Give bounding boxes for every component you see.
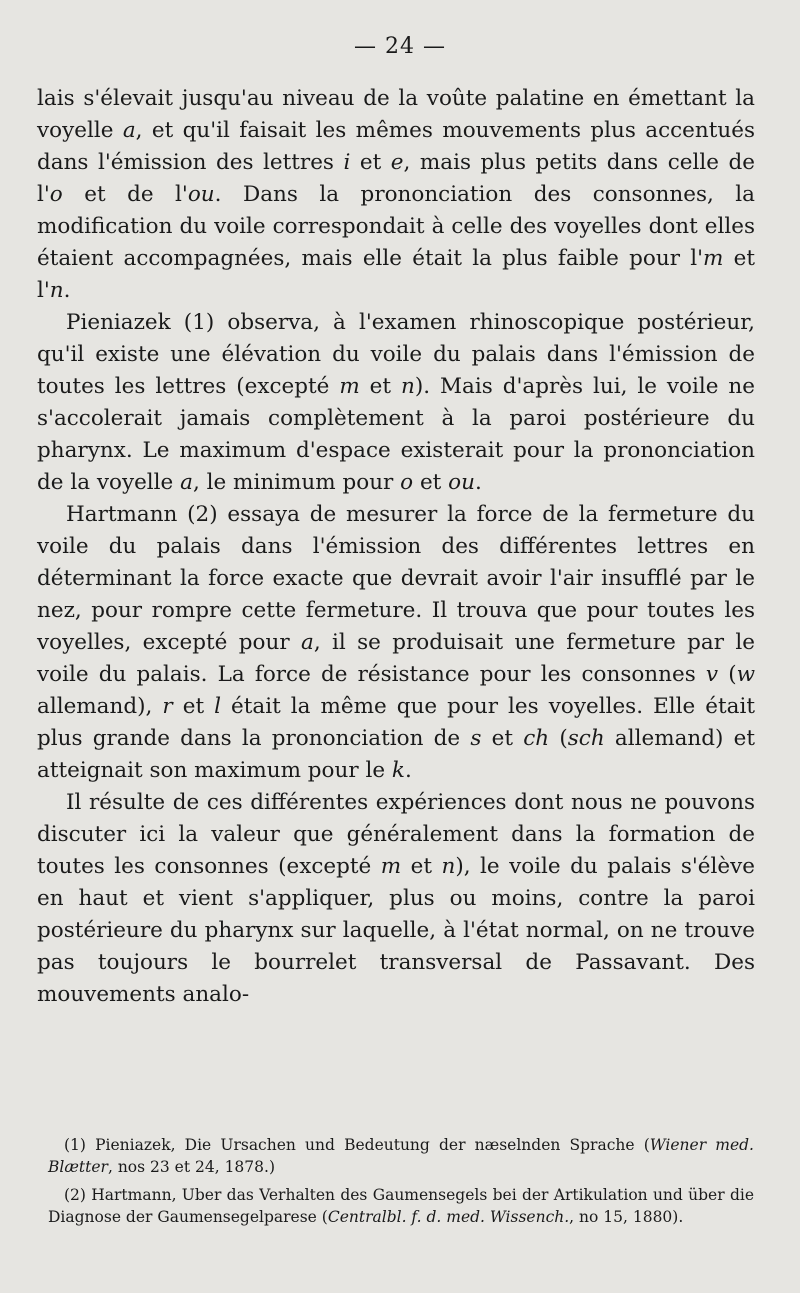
paragraph-text: , il se produisait une fermeture par le voile du palais. La force de résistance pour les consonnes bbox=[37, 630, 755, 687]
paragraph-text: Il résulte de ces différentes expériences dont nous ne pouvons discuter ici la valeur que généralement dans la formation de toutes les consonnes (excepté bbox=[37, 790, 755, 879]
paragraph-italic: l bbox=[214, 694, 222, 719]
paragraph-text: et bbox=[350, 150, 391, 175]
paragraph bbox=[37, 499, 755, 787]
paragraph-italic: e bbox=[390, 150, 404, 175]
paragraph-text: et bbox=[359, 374, 401, 399]
paragraph-text: . bbox=[474, 470, 482, 495]
paragraph-italic: m bbox=[380, 854, 402, 879]
paragraph-italic: a bbox=[180, 470, 193, 495]
paragraph-italic: i bbox=[343, 150, 351, 175]
footnote-text: (1) Pieniazek, Die Ursachen und Bedeutung der næselnden Sprache ( bbox=[64, 1136, 650, 1154]
paragraph-text: . bbox=[63, 278, 71, 303]
paragraph-italic: s bbox=[470, 726, 482, 751]
footnote-italic: Wiener med. Blætter bbox=[48, 1136, 754, 1176]
paragraph-italic: r bbox=[162, 694, 173, 719]
paragraph-italic: a bbox=[300, 630, 314, 655]
paragraph-text: et bbox=[413, 470, 449, 495]
body-text bbox=[37, 83, 755, 1011]
paragraph-text: et de l' bbox=[62, 182, 188, 207]
footnote-text: , no 15, 1880). bbox=[569, 1208, 684, 1226]
paragraph-text: , et qu'il faisait les mêmes mouvements plus accentués dans l'émission des lettres bbox=[37, 118, 755, 175]
paragraph-italic: k bbox=[391, 758, 405, 783]
paragraph-italic: sch bbox=[567, 726, 605, 751]
paragraph-italic: a bbox=[122, 118, 136, 143]
footnote-italic: Centralbl. f. d. med. Wissench. bbox=[327, 1208, 570, 1226]
paragraph-text: , le minimum pour bbox=[192, 470, 401, 495]
paragraph-italic: m bbox=[339, 374, 360, 399]
paragraph-text: , mais plus petits dans celle de l' bbox=[37, 150, 755, 207]
paragraph bbox=[37, 83, 755, 307]
paragraph-text: et bbox=[401, 854, 442, 879]
paragraph bbox=[37, 787, 755, 1011]
paragraph-text: ( bbox=[549, 726, 568, 751]
footnote bbox=[48, 1184, 754, 1228]
paragraph-italic: v bbox=[705, 662, 719, 687]
paragraph-text: allemand), bbox=[37, 694, 163, 719]
paragraph-italic: ou bbox=[448, 470, 475, 495]
paragraph-italic: o bbox=[49, 182, 63, 207]
paragraph-text: et bbox=[172, 694, 215, 719]
page-number: — 24 — bbox=[354, 34, 446, 59]
paragraph-italic: o bbox=[400, 470, 414, 495]
footnote-text: , nos 23 et 24, 1878.) bbox=[107, 1158, 275, 1176]
paragraph-italic: m bbox=[703, 246, 724, 271]
paragraph-text: . bbox=[404, 758, 412, 783]
paragraph-text: ( bbox=[718, 662, 737, 687]
footnotes bbox=[48, 1134, 754, 1228]
paragraph-italic: n bbox=[441, 854, 456, 879]
paragraph-text: . Dans la prononciation des consonnes, la modification du voile correspondait à celle des voyelles dont elles étaient accompagnées, mais elle était la plus faible pour l' bbox=[37, 182, 755, 271]
paragraph-italic: ch bbox=[523, 726, 550, 751]
paragraph-text: ). Mais d'après lui, le voile ne s'accolerait jamais complètement à la paroi postérieure du pharynx. Le maximum d'espace existerait pour la prononciation de la voyelle bbox=[37, 374, 755, 495]
paragraph-italic: ou bbox=[187, 182, 215, 207]
paragraph-italic: n bbox=[49, 278, 64, 303]
paragraph bbox=[37, 307, 755, 499]
footnote-text: (2) Hartmann, Uber das Verhalten des Gaumensegels bei der Artikulation und über die Diagnose der Gaumensegelparese ( bbox=[48, 1186, 754, 1226]
paragraph-text: Pieniazek (1) observa, à l'examen rhinoscopique postérieur, qu'il existe une élévation du voile du palais dans l'émission de toutes les lettres (excepté bbox=[37, 310, 755, 399]
paragraph-text: et l' bbox=[37, 246, 756, 303]
paragraph-text: ), le voile du palais s'élève en haut et vient s'appliquer, plus ou moins, contre la paroi postérieure du pharynx sur laquelle, à l'état normal, on ne trouve pas toujours le bourrelet transversal de Passavant. Des mouvements analo- bbox=[37, 854, 755, 1007]
paragraph-italic: w bbox=[736, 662, 755, 687]
paragraph-text: était la même que pour les voyelles. Elle était plus grande dans la prononciation de bbox=[37, 694, 755, 751]
paragraph-text: allemand) et atteignait son maximum pour le bbox=[37, 726, 755, 783]
paragraph-italic: n bbox=[401, 374, 415, 399]
footnote bbox=[48, 1134, 754, 1178]
paragraph-text: lais s'élevait jusqu'au niveau de la voûte palatine en émettant la voyelle bbox=[37, 86, 755, 143]
paragraph-text: et bbox=[481, 726, 524, 751]
paragraph-text: Hartmann (2) essaya de mesurer la force de la fermeture du voile du palais dans l'émission des différentes lettres en déterminant la force exacte que devrait avoir l'air insufflé par le nez, pour rompre cette fermeture. Il trouva que pour toutes les voyelles, excepté pour bbox=[37, 502, 755, 655]
